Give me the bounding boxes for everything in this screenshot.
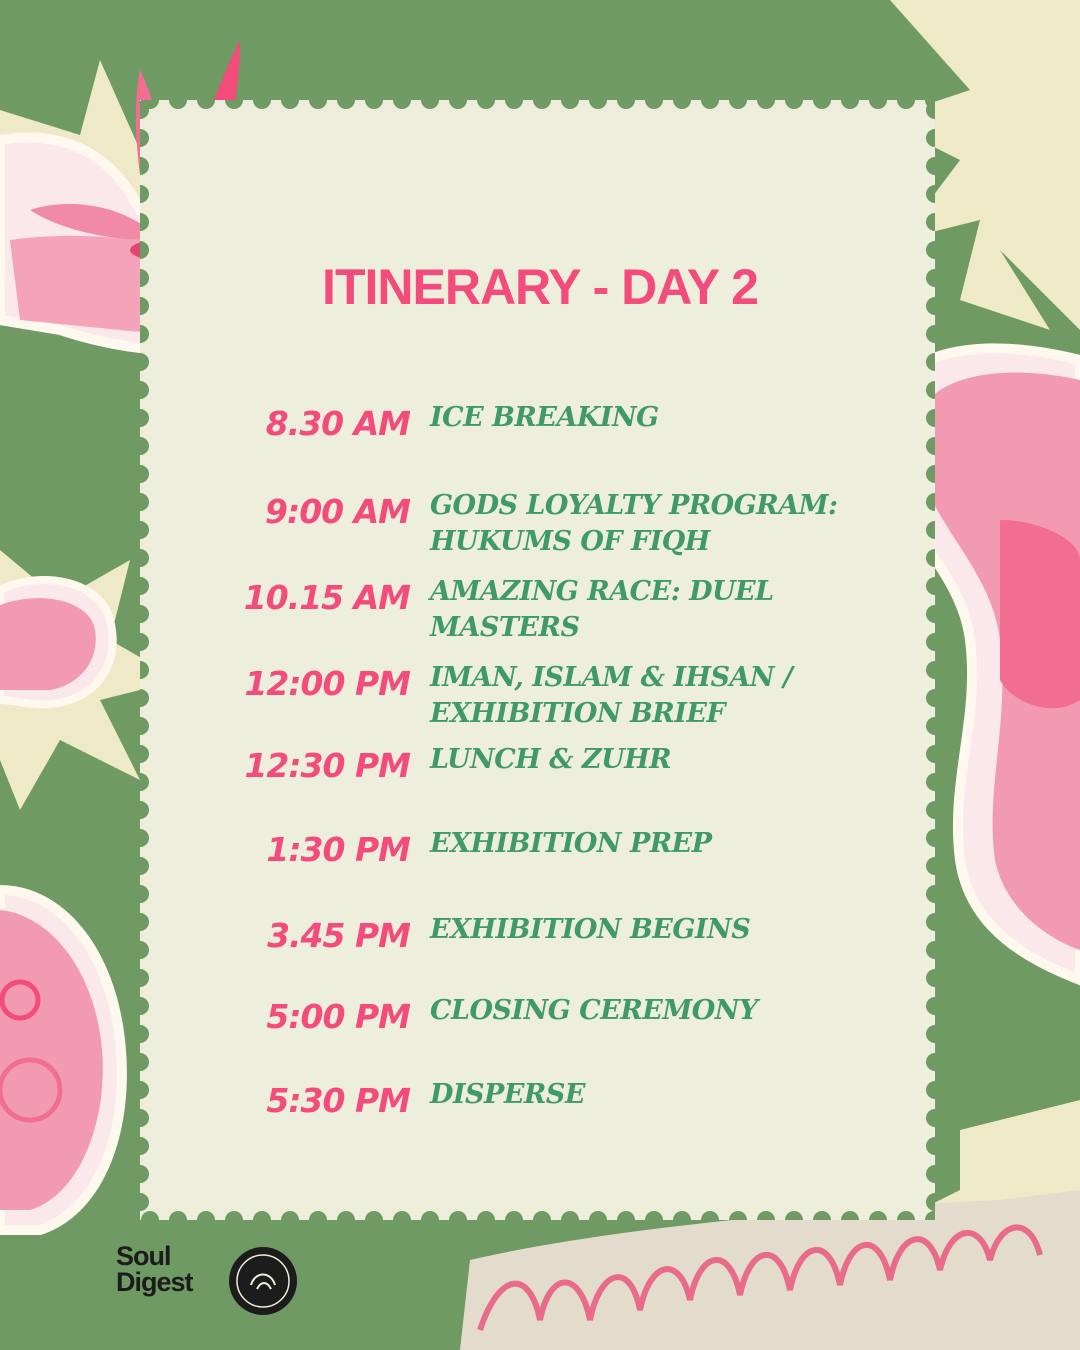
schedule-activity: AMAZING RACE: DUEL MASTERS: [430, 576, 774, 643]
schedule-time: 10.15 AM: [243, 578, 410, 617]
schedule-time: 8.30 AM: [265, 404, 410, 443]
soul-digest-logo: [116, 1243, 193, 1295]
schedule-activity: ICE BREAKING: [430, 402, 659, 433]
schedule-activity: DISPERSE: [430, 1079, 585, 1110]
schedule-activity: IMAN, ISLAM & IHSAN / EXHIBITION BRIEF: [430, 662, 793, 729]
mosque-seal-logo: [227, 1245, 299, 1317]
schedule-activity: EXHIBITION PREP: [430, 828, 712, 859]
schedule-time: 9:00 AM: [265, 492, 410, 531]
schedule-activity: LUNCH & ZUHR: [430, 744, 672, 775]
logo-word-soul: Soul: [116, 1241, 171, 1271]
schedule-time: 5:00 PM: [266, 997, 410, 1036]
schedule-time: 5:30 PM: [266, 1081, 410, 1120]
schedule-activity: EXHIBITION BEGINS: [430, 914, 751, 945]
schedule-time: 3.45 PM: [267, 916, 410, 955]
page-title: ITINERARY - DAY 2: [322, 259, 758, 315]
schedule-time: 12:00 PM: [244, 664, 410, 703]
schedule-activity: GODS LOYALTY PROGRAM: HUKUMS OF FIQH: [430, 490, 838, 557]
pointing-hand-illustration: [0, 580, 113, 704]
rotary-phone-illustration: [0, 890, 122, 1230]
schedule-time: 1:30 PM: [266, 830, 410, 869]
schedule-activity: CLOSING CEREMONY: [430, 995, 758, 1026]
logo-word-digest: Digest: [116, 1267, 193, 1297]
schedule-time: 12:30 PM: [244, 746, 410, 785]
